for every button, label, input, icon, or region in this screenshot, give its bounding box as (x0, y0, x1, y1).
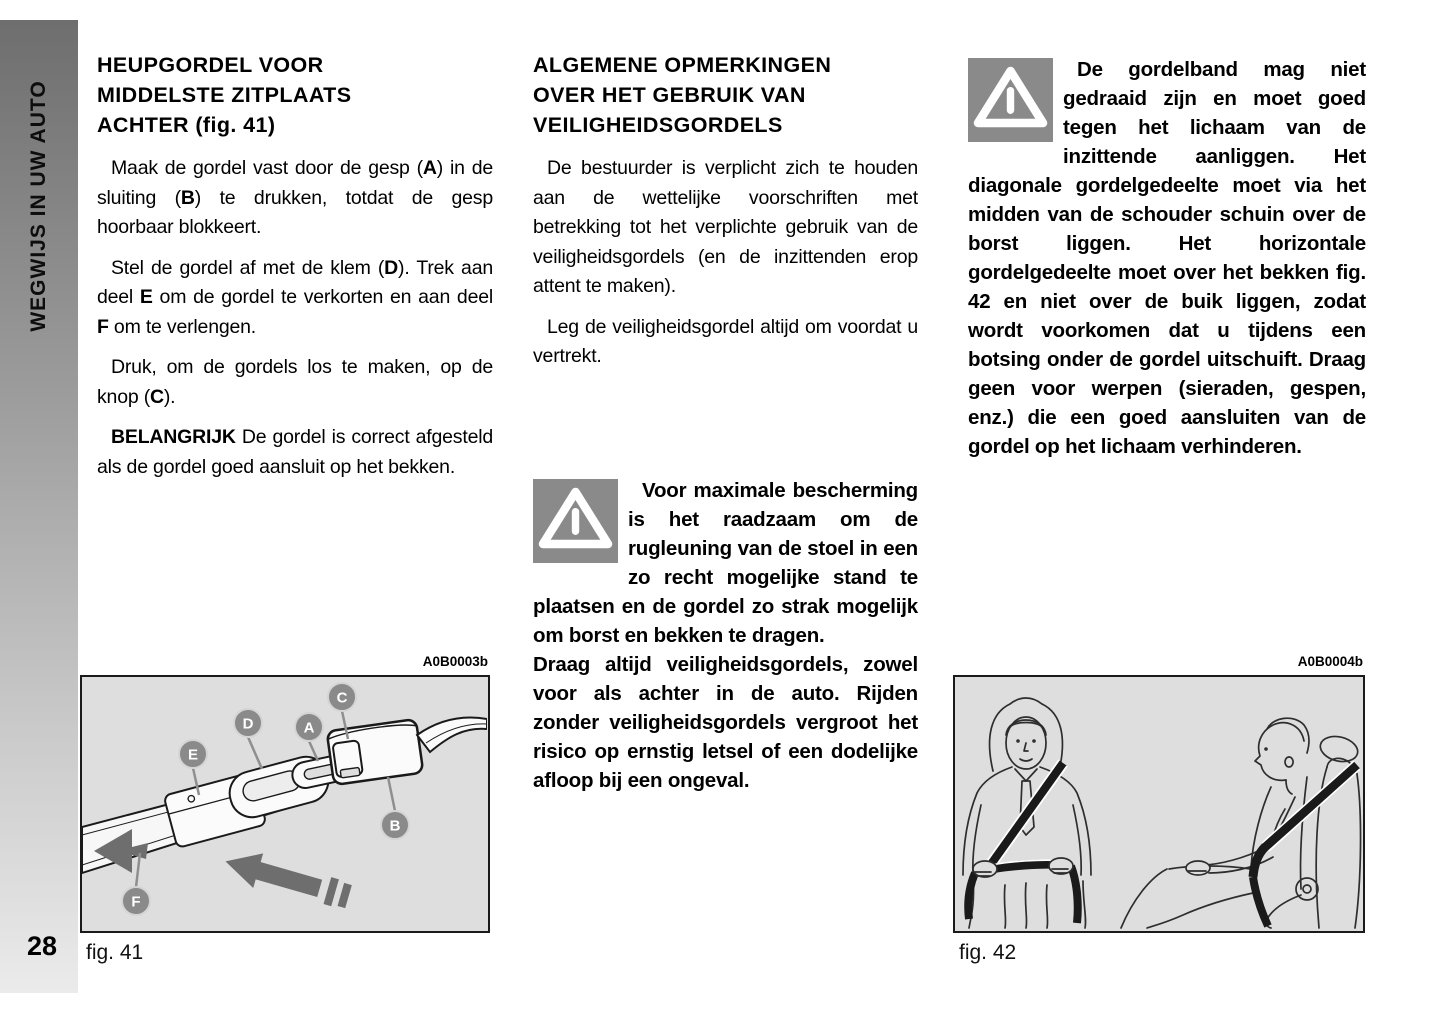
warning-text: De gordelband mag niet gedraaid zijn en moet goed tegen het lichaam van de inzittende aanliggen. Het diagonale gordelgedeelte moet via het midden van de schouder schuin over de borst liggen. Het horizontale gordelgedeelte moet over het bekken fig. 42 en niet over de buik liggen, zodat wordt voorkomen dat u tijdens een botsing onder de gordel uitschuift. Draag geen voor werpen (sieraden, gespen, enz.) die een goed aansluiten van de gordel op het lichaam verhinderen. (968, 58, 1366, 458)
label-circle-b: B (389, 817, 401, 835)
seated-passengers-illustration (953, 675, 1365, 933)
column-right (968, 55, 1366, 461)
section-heading-heupgordel: HEUPGORDEL VOOR MIDDELSTE ZITPLAATS ACHTER (fig. 41) (97, 53, 352, 137)
label-circle-d: D (242, 715, 254, 733)
chapter-title-vertical: WEGWIJS IN UW AUTO (27, 80, 50, 332)
figure-code: A0B0004b (1297, 654, 1363, 669)
column-middle (533, 50, 918, 795)
label-circle-a: A (303, 719, 315, 737)
warning-note (533, 476, 918, 795)
paragraph: Leg de veiligheidsgordel altijd om voordat u vertrekt. (533, 315, 918, 367)
page-number: 28 (26, 931, 58, 961)
figure-caption: fig. 42 (959, 941, 1017, 964)
figure-41 (80, 654, 490, 965)
section-heading-algemene-opmerkingen: ALGEMENE OPMERKINGEN OVER HET GEBRUIK VAN VEILIGHEIDSGORDELS (533, 53, 832, 137)
seatbelt-diagram (80, 675, 490, 933)
chapter-side-tab-label-area (0, 75, 78, 337)
figure-caption: fig. 41 (86, 941, 144, 964)
warning-triangle-icon (968, 58, 1053, 142)
paragraph: Maak de gordel vast door de gesp (A) in de sluiting (B) te drukken, totdat de gesp hoorbaar blokkeert. (97, 157, 494, 238)
label-circle-e: E (187, 746, 199, 764)
warning-note (968, 55, 1366, 461)
figure-42 (953, 654, 1365, 965)
paragraph: Druk, om de gordels los te maken, op de knop (C). (97, 356, 493, 408)
figure-code: A0B0003b (422, 654, 488, 669)
chapter-side-tab (0, 20, 78, 993)
paragraph: De bestuurder is verplicht zich te houden aan de wettelijke voorschriften met betrekking tot het verplichte gebruik van de veiligheidsgordels (en de inzittenden erop attent te maken). (533, 157, 918, 297)
important-note: BELANGRIJK De gordel is correct afgesteld als de gordel goed aansluit op het bekken. (97, 426, 493, 478)
paragraph: Stel de gordel af met de klem (D). Trek aan deel E om de gordel te verkorten en aan deel F om te verlengen. (97, 256, 493, 338)
warning-triangle-icon (533, 479, 618, 563)
column-left (97, 50, 493, 493)
warning-text: Voor maximale bescherming is het raadzaam om de rugleuning van de stoel in een zo recht mogelijke stand te plaatsen en de gordel zo strak mogelijk om borst en bekken te dragen. Draag altijd veiligheidsgordels, zowel voor als achter in de auto. Rijden zonder veiligheidsgordels vergroot het risico op ernstig letsel of een dodelijke afloop bij een ongeval. (533, 478, 918, 792)
label-circle-c: C (336, 689, 348, 707)
label-circle-f: F (131, 893, 141, 911)
